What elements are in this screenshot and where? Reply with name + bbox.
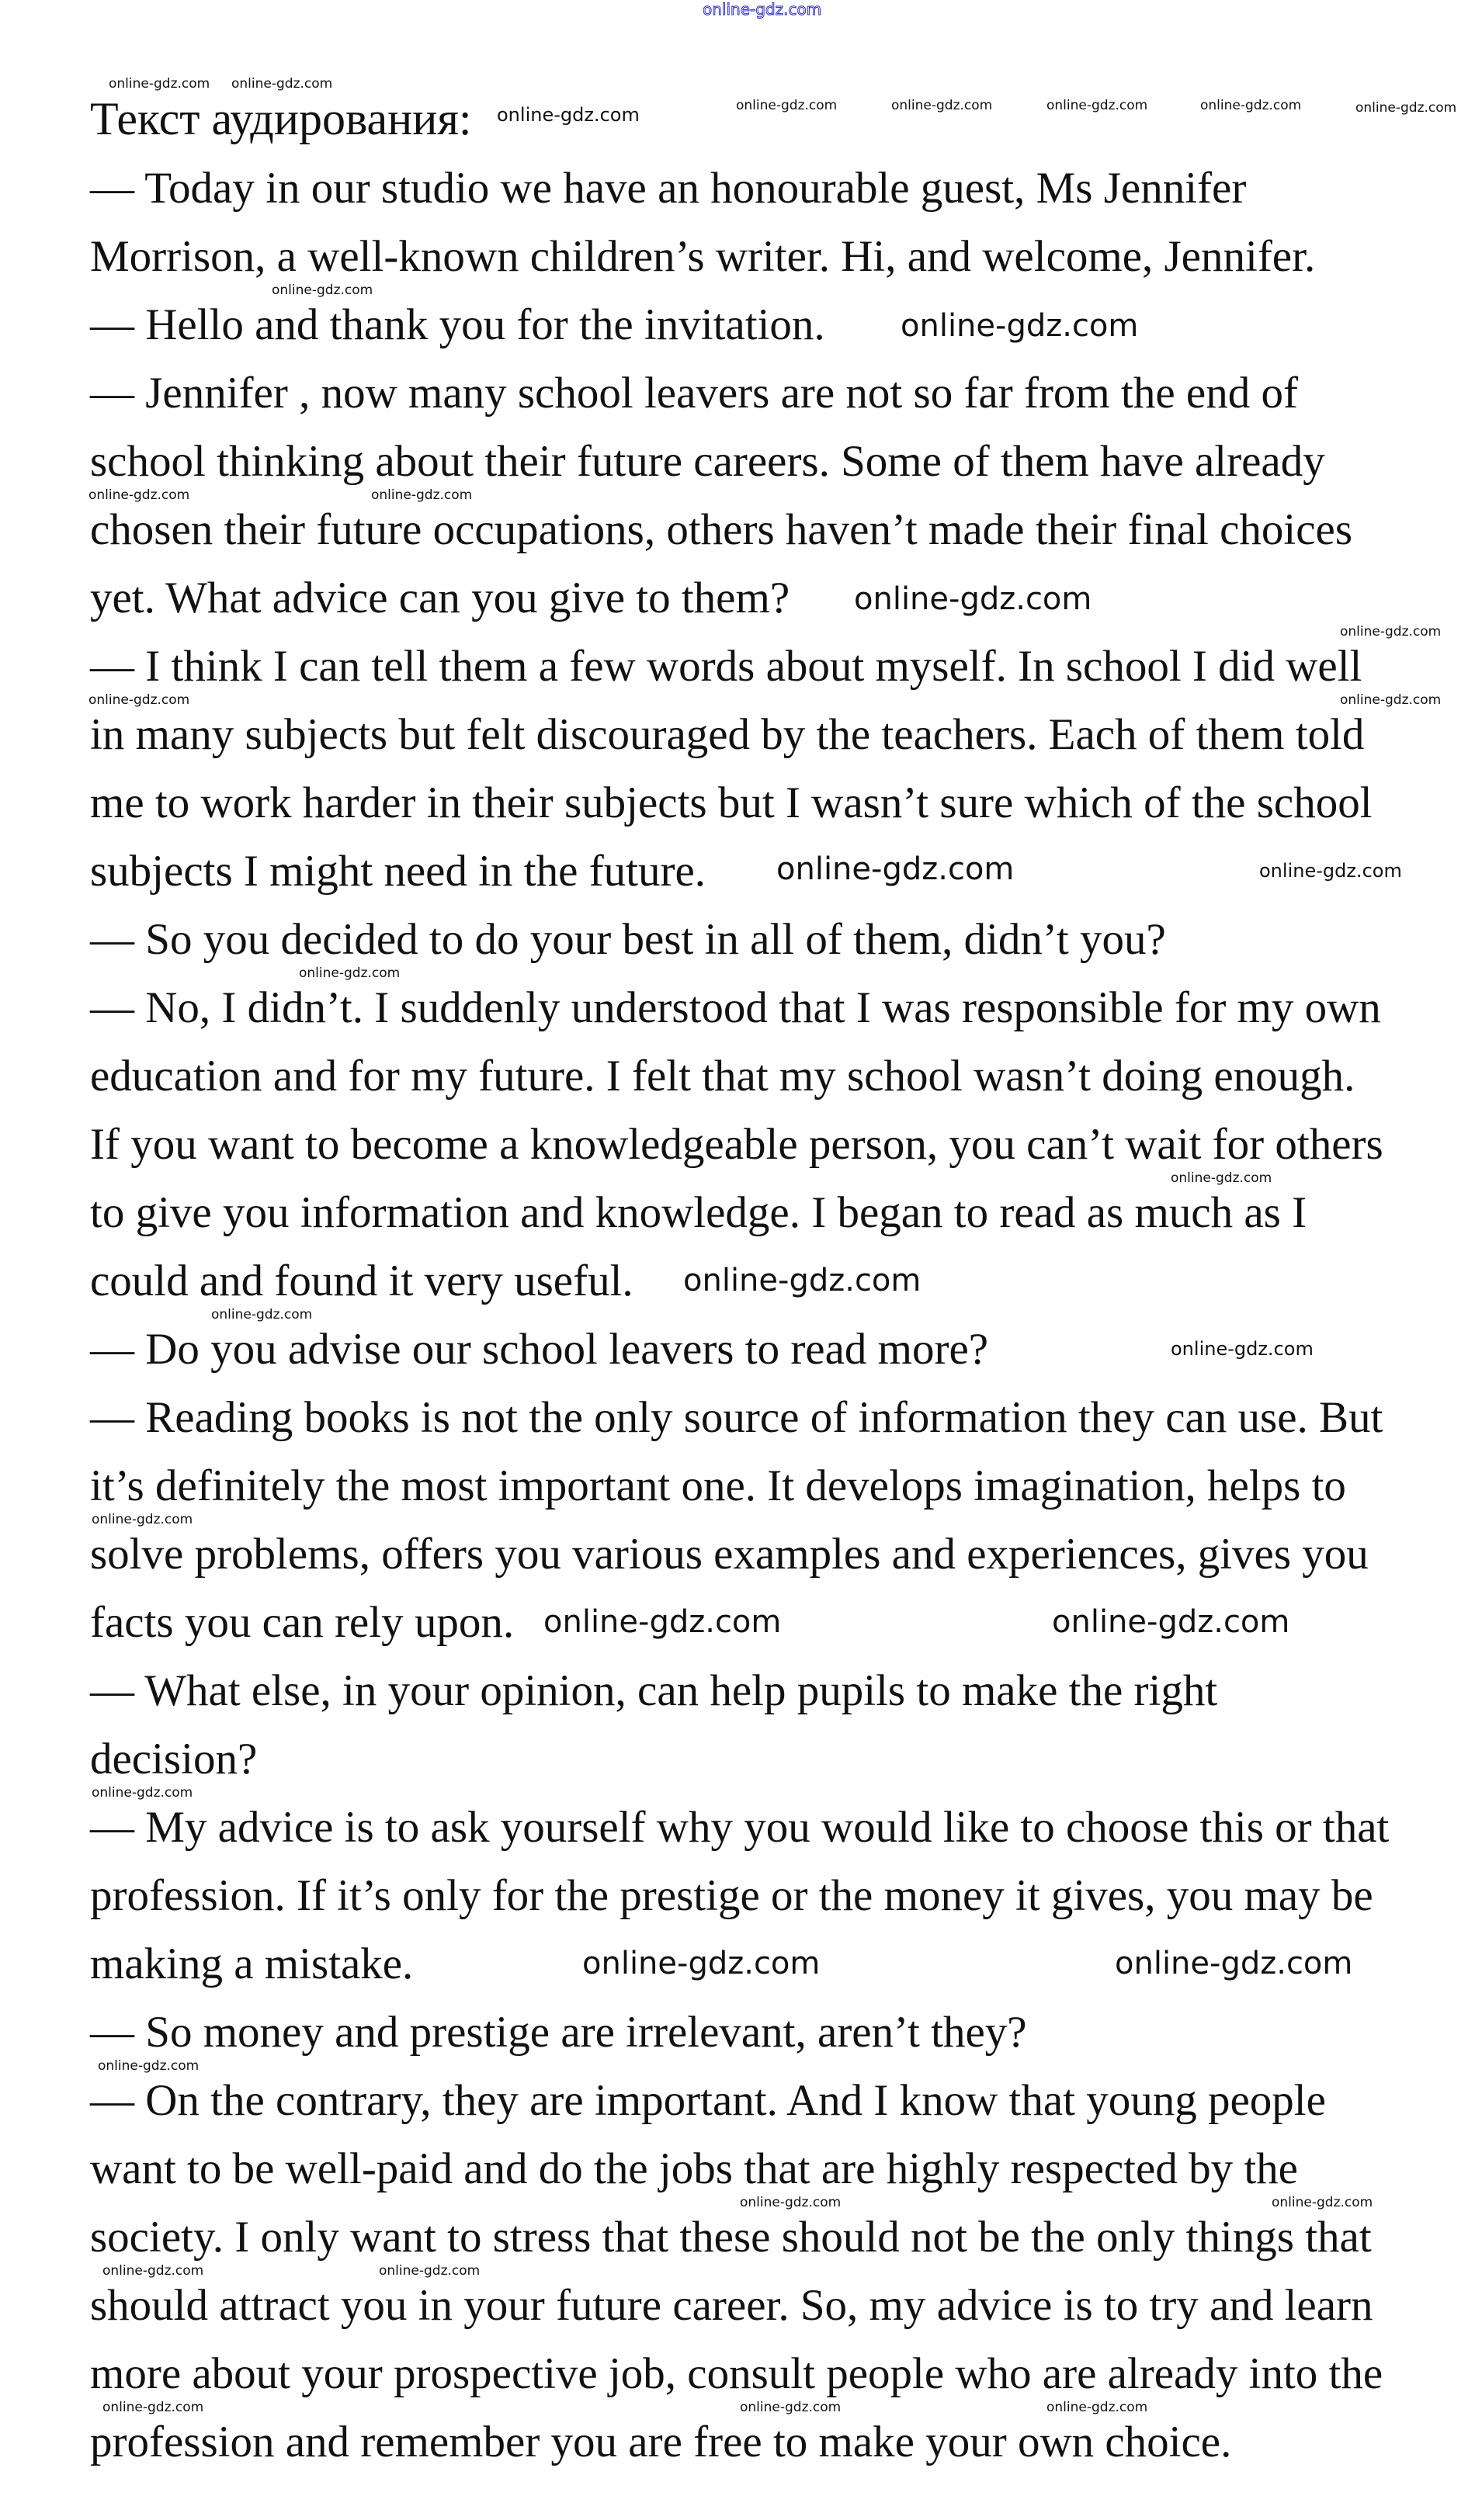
text-line: — What else, in your opinion, can help pupils to make the right: [90, 1666, 1218, 1715]
watermark: online-gdz.com: [497, 104, 640, 126]
text-line: should attract you in your future career. So, my advice is to try and learn: [90, 2281, 1373, 2330]
watermark: online-gdz.com: [98, 2058, 200, 2074]
watermark: online-gdz.com: [1340, 624, 1442, 640]
text-line: education and for my future. I felt that my school wasn’t doing enough.: [90, 1052, 1355, 1101]
watermark: online-gdz.com: [776, 851, 1015, 887]
text-line: making a mistake.: [90, 1939, 414, 1988]
watermark: online-gdz.com: [1046, 98, 1148, 113]
watermark: online-gdz.com: [683, 1263, 921, 1298]
text-line: want to be well-paid and do the jobs that are highly respected by the: [90, 2144, 1298, 2193]
text-line: profession and remember you are free to make your own choice.: [90, 2418, 1232, 2466]
watermark: online-gdz.com: [371, 487, 473, 503]
text-line: — So money and prestige are irrelevant, aren’t they?: [90, 2008, 1027, 2057]
watermark: online-gdz.com: [1355, 100, 1457, 116]
text-line: in many subjects but felt discouraged by the teachers. Each of them told: [90, 710, 1365, 759]
text-line: yet. What advice can you give to them?: [90, 574, 790, 622]
text-line: chosen their future occupations, others haven’t made their final choices: [90, 505, 1353, 554]
watermark: online-gdz.com: [901, 308, 1139, 344]
text-line: — No, I didn’t. I suddenly understood that I was responsible for my own: [90, 983, 1381, 1032]
watermark: online-gdz.com: [92, 1512, 193, 1527]
watermark-top: online-gdz.com: [703, 0, 822, 19]
watermark: online-gdz.com: [1272, 2195, 1373, 2210]
text-line: school thinking about their future careers. Some of them have already: [90, 437, 1325, 486]
text-line: more about your prospective job, consult people who are already into the: [90, 2349, 1383, 2398]
watermark: online-gdz.com: [1171, 1170, 1272, 1186]
text-line: If you want to become a knowledgeable person, you can’t wait for others: [90, 1120, 1383, 1169]
text-line: solve problems, offers you various examples and experiences, gives you: [90, 1530, 1369, 1579]
watermark: online-gdz.com: [299, 965, 401, 981]
watermark: online-gdz.com: [1052, 1604, 1290, 1640]
watermark: online-gdz.com: [582, 1946, 821, 1981]
text-line: subjects I might need in the future.: [90, 847, 706, 896]
watermark: online-gdz.com: [92, 1785, 193, 1801]
text-line: — Jennifer , now many school leavers are not so far from the end of: [90, 369, 1298, 418]
text-line: — Reading books is not the only source of information they can use. But: [90, 1393, 1383, 1442]
watermark: online-gdz.com: [1171, 1338, 1314, 1360]
text-line: — So you decided to do your best in all of them, didn’t you?: [90, 915, 1166, 964]
page-heading: Текст аудирования:: [90, 93, 472, 144]
watermark: online-gdz.com: [109, 76, 210, 92]
text-line: Morrison, a well-known children’s writer. Hi, and welcome, Jennifer.: [90, 232, 1316, 281]
watermark: online-gdz.com: [1259, 860, 1402, 882]
text-line: profession. If it’s only for the prestige or the money it gives, you may be: [90, 1871, 1373, 1920]
text-line: — Today in our studio we have an honourable guest, Ms Jennifer: [90, 164, 1247, 213]
watermark: online-gdz.com: [891, 98, 993, 113]
watermark: online-gdz.com: [379, 2263, 481, 2279]
text-line: — My advice is to ask yourself why you would like to choose this or that: [90, 1803, 1390, 1852]
watermark: online-gdz.com: [736, 98, 838, 113]
watermark: online-gdz.com: [1046, 2400, 1148, 2415]
text-line: decision?: [90, 1735, 258, 1783]
text-line: to give you information and knowledge. I began to read as much as I: [90, 1188, 1307, 1237]
watermark: online-gdz.com: [272, 283, 373, 298]
watermark: online-gdz.com: [102, 2263, 204, 2279]
watermark: online-gdz.com: [854, 581, 1092, 617]
text-line: facts you can rely upon.: [90, 1598, 515, 1647]
text-line: — Hello and thank you for the invitation.: [90, 300, 825, 349]
watermark: online-gdz.com: [1200, 98, 1302, 113]
watermark: online-gdz.com: [89, 487, 190, 503]
watermark: online-gdz.com: [1340, 692, 1442, 708]
watermark: online-gdz.com: [211, 1307, 313, 1322]
text-line: me to work harder in their subjects but I wasn’t sure which of the school: [90, 778, 1373, 827]
text-line: — Do you advise our school leavers to read more?: [90, 1325, 989, 1374]
watermark: online-gdz.com: [740, 2195, 842, 2210]
text-line: could and found it very useful.: [90, 1257, 633, 1305]
watermark: online-gdz.com: [740, 2400, 842, 2415]
watermark: online-gdz.com: [102, 2400, 204, 2415]
text-line: it’s definitely the most important one. It develops imagination, helps to: [90, 1461, 1346, 1510]
text-line: — I think I can tell them a few words about myself. In school I did well: [90, 642, 1362, 691]
watermark: online-gdz.com: [543, 1604, 782, 1640]
text-line: — On the contrary, they are important. And I know that young people: [90, 2076, 1326, 2125]
text-line: society. I only want to stress that these should not be the only things that: [90, 2213, 1372, 2262]
watermark: online-gdz.com: [231, 76, 333, 92]
watermark: online-gdz.com: [89, 692, 190, 708]
watermark: online-gdz.com: [1115, 1946, 1353, 1981]
